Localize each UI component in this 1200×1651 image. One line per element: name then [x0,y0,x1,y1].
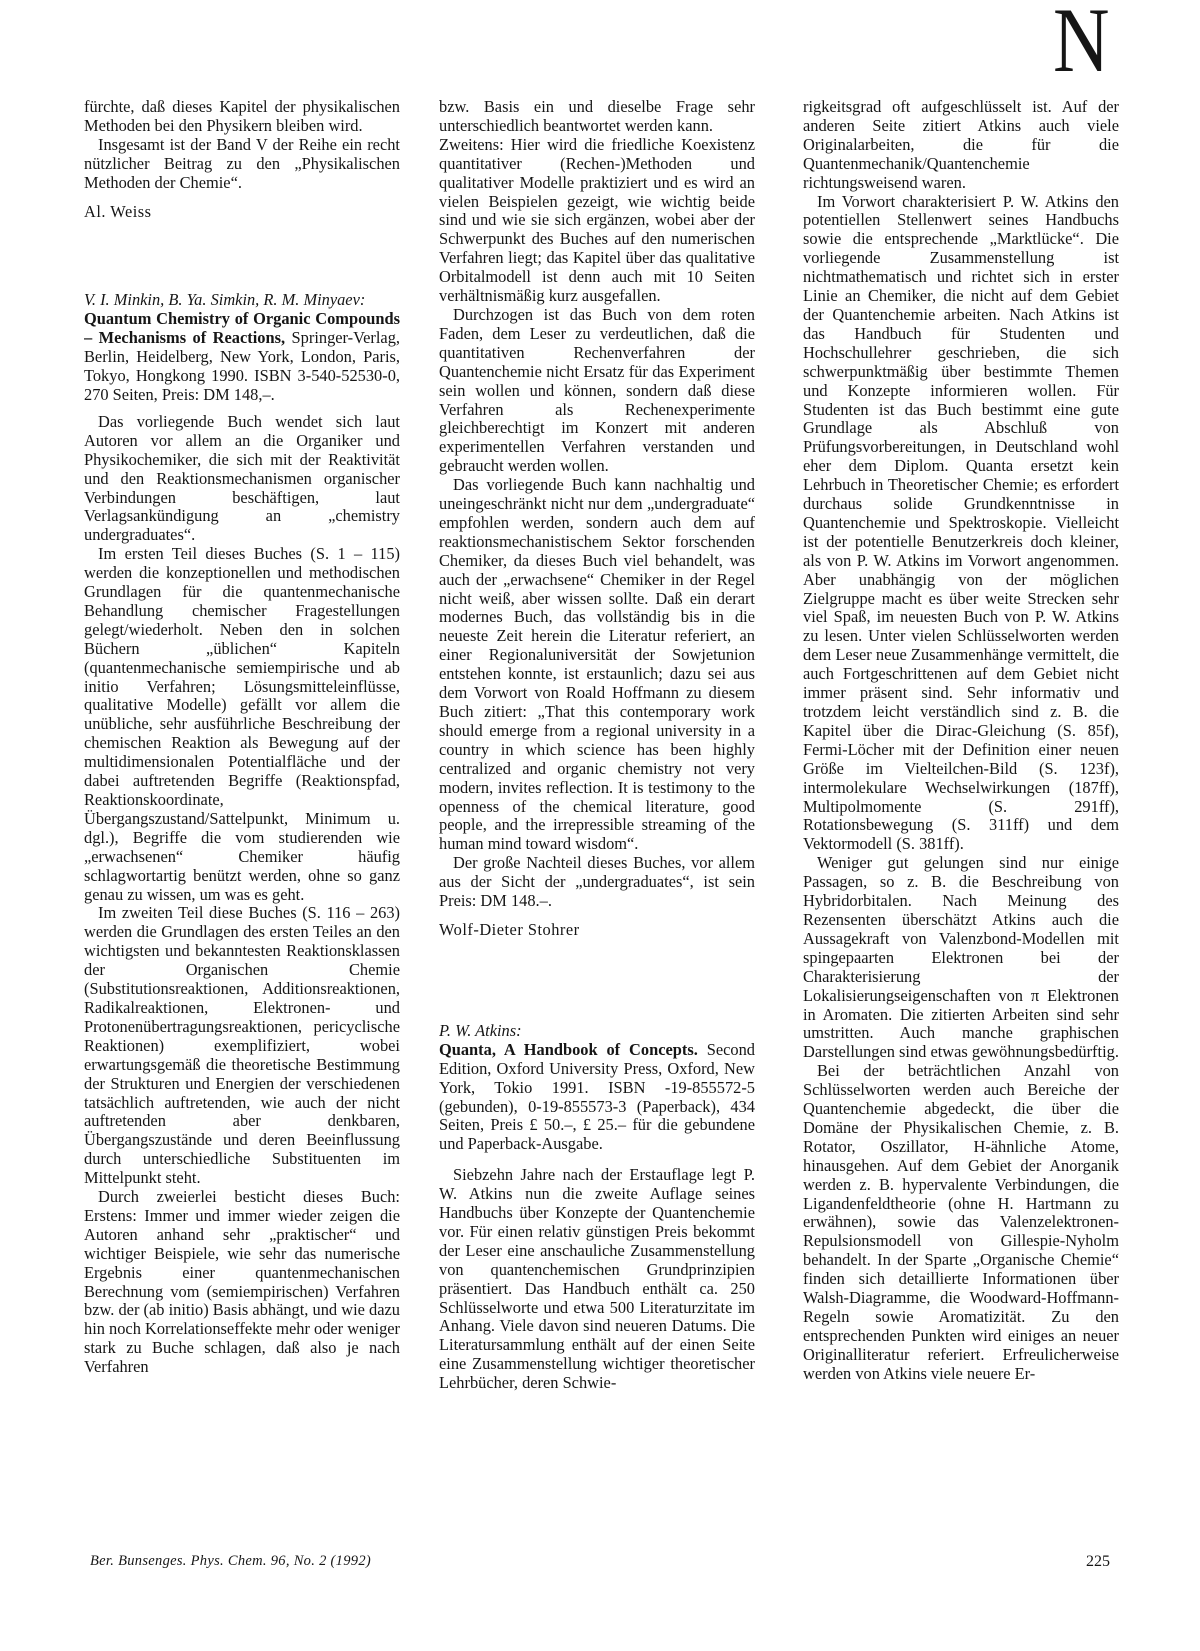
review-header [84,291,400,404]
paragraph: Das vorliegende Buch wendet sich laut Autoren vor allem an die Organiker und Physikochemiker, die sich mit der Reaktivität und den Reaktionsmechanismen organischer Verbindungen beschäftigen, laut Verlagsankündigung an „chemistry undergraduates“. [84,411,400,545]
column-2 [439,98,755,1548]
paragraph: Der große Nachteil dieses Buches, vor allem aus der Sicht der „undergraduates“, ist sein Preis: DM 148.–. [439,853,755,911]
paragraph: Siebzehn Jahre nach der Erstauflage legt P. W. Atkins nun die zweite Auflage seines Handbuchs über Konzepte der Quantenchemie vor. Für einen relativ günstigen Preis bekommt der Leser eine anschauliche Zusammenstellung von quantenchemischen Grundprinzipien präsentiert. Das Handbuch enthält ca. 250 Schlüsselworte und etwa 500 Literaturzitate im Anhang. Viele davon sind neueren Datums. Die Literatursammlung enthält auf der einen Seite eine Zusammenstellung wichtiger theoretischer Lehrbücher, deren Schwie- [439,1165,755,1393]
paragraph: Im zweiten Teil diese Buches (S. 116 – 263) werden die Grundlagen des ersten Teiles an den wichtigsten und bekanntesten Reaktionsklassen der Organischen Chemie (Substitutionsreaktionen, Additionsreaktionen, Radikalreaktionen, Elektronen- und Protonenübertragungsreaktionen, pericyclische Reaktionen) exemplifiziert, wobei erwartungsgemäß die theoretische Bestimmung der Strukturen und Energien der verschiedenen tatsächlich auftretenden, wie auch der nicht auftretenden aber denkbaren, Übergangszustände und deren Beeinflussung durch unterschiedliche Substituenten im Mittelpunkt steht. [84,903,400,1188]
book-citation: Springer-Verlag, Berlin, Heidelberg, New York, London, Paris, Tokyo, Hongkong 1990. ISBN 3-540-52530-0, 270 Seiten, Preis: DM 148,–. [84,328,400,404]
reviewer-signature: Wolf-Dieter Stohrer [439,919,580,939]
page-number: 225 [1086,1553,1110,1570]
book-title: Quantum Chemistry of Organic Compounds – Mechanisms of Reactions, [84,309,400,348]
review-header [439,1022,755,1154]
paragraph: Bei der beträchtlichen Anzahl von Schlüsselworten werden auch Bereiche der Quantenchemie abgedeckt, die über die Domäne der Physikalischen Chemie, z. B. Rotator, Oszillator, H-ähnliche Atome, hinausgehen. Auf dem Gebiet der Anorganik werden z. B. hypervalente Verbindungen, die Ligandenfeldtheorie (ohne H. Hartmann zu erwähnen), sowie das Valenzelektronen-Repulsionsmodell von Gillespie-Nyholm behandelt. In der Sparte „Organische Chemie“ finden sich detaillierte Informationen über Walsh-Diagramme, die Woodward-Hoffmann-Regeln sowie Aromatizität. Zu den entsprechenden Punkten wird einiges an neuer Originalliteratur referiert. Erfreulicherweise werden von Atkins viele neuere Er- [803,1061,1119,1383]
paragraph: rigkeitsgrad oft aufgeschlüsselt ist. Auf der anderen Seite zitiert Atkins auch viele Originalarbeiten, die für die Quantenmechanik/Quantenchemie richtungsweisend waren. [803,98,1119,192]
paragraph: fürchte, daß dieses Kapitel der physikalischen Methoden bei den Physikern bleiben wird. [84,98,400,135]
column-3 [803,98,1119,1548]
paragraph: Zweitens: Hier wird die friedliche Koexistenz quantitativer (Rechen-)Methoden und qualitativer Modelle praktiziert und es wird an vielen Beispielen gezeigt, wie wichtig beide sind und wie sie sich ergänzen, wobei aber der Schwerpunkt des Buches auf den numerischen Verfahren liegt; das Kapitel über das qualitative Orbitalmodell ist denn auch mit 10 Seiten verhältnismäßig kurz ausgefallen. [439,134,755,306]
reviewer-signature: Al. Weiss [84,201,152,221]
paragraph: Insgesamt ist der Band V der Reihe ein recht nützlicher Beitrag zu den „Physikalischen Methoden der Chemie“. [84,134,400,192]
book-citation: Second Edition, Oxford University Press, Oxford, New York, Tokio 1991. ISBN -19-855572-5 (gebunden), 0-19-855573-3 (Paperback), 434 Seiten, Preis £ 50.–, £ 25.– für die gebundene und Paperback-Ausgabe. [439,1039,755,1154]
column-1 [84,98,400,1548]
paragraph: Im Vorwort charakterisiert P. W. Atkins den potentiellen Stellenwert seines Handbuchs sowie die entsprechende „Marktlücke“. Die vorliegende Zusammenstellung ist nichtmathematisch und richtet sich in erster Linie an Chemiker, die nicht auf dem Gebiet der Quantenchemie arbeiten. Nach Atkins ist das Handbuch für Studenten und Hochschullehrer geschrieben, die sich schwerpunktmäßig über bestimmte Themen und Konzepte informieren wollen. Für Studenten ist das Buch bestimmt eine gute Grundlage als Abschluß von Prüfungsvorbereitungen, in Deutschland wohl eher dem Diplom. Quanta ersetzt kein Lehrbuch in Theoretischer Chemie; es erfordert durchaus solide Grundkenntnisse in Quantenchemie und Spektroskopie. Vielleicht ist der potentielle Benutzerkreis doch kleiner, als von P. W. Atkins im Vorwort angenommen. Aber unabhängig von der möglichen Zielgruppe macht es über weite Strecken sehr viel Spaß, im neuesten Buch von P. W. Atkins zu lesen. Unter vielen Schlüsselworten werden dem Leser neue Zusammenhänge vermittelt, die auch Fortgeschrittenen auf dem Gebiet nicht immer präsent sind. Sehr informativ und trotzdem leicht verständlich sind z. B. die Kapitel über die Dirac-Gleichung (S. 85f), Fermi-Löcher mit der Definition einer neuen Größe im Vielteilchen-Bild (S. 123f), intermolekulare Wechselwirkungen (187ff), Multipolmomente (S. 291ff), Rotationsbewegung (S. 311ff) und dem Vektormodell (S. 381ff). [803,191,1119,854]
book-authors: P. W. Atkins: [439,1020,522,1040]
paragraph: Durch zweierlei besticht dieses Buch: Erstens: Immer und immer wieder zeigen die Autoren anhand sehr „praktischer“ und wichtiger Beispiele, wie sehr das numerische Ergebnis einer quantenmechanischen Berechnung vom (semiempirischen) Verfahren bzw. der (ab initio) Basis abhängt, und wie dazu hin noch Korrelationseffekte mehr oder weniger stark zu Buche schlagen, daß also je nach Verfahren [84,1187,400,1377]
paragraph: Durchzogen ist das Buch von dem roten Faden, dem Leser zu verdeutlichen, daß die quantitativen Rechenverfahren der Quantenchemie nicht Ersatz für das Experiment sein wollen und können, sondern daß diese Verfahren als Rechenexperimente gleichberechtigt im Konzert mit anderen experimentellen Verfahren verstanden und gebraucht werden wollen. [439,304,755,476]
paragraph: Das vorliegende Buch kann nachhaltig und uneingeschränkt nicht nur dem „undergraduate“ empfohlen werden, sondern auch dem auf reaktionsmechanistischem Sektor forschenden Chemiker, da dieses Buch viel behandelt, was auch der „erwachsene“ Chemiker in der Regel nicht weiß, aber wissen sollte. Daß ein derart modernes Buch, das vollständig bis in die neueste Zeit herein die Literatur referiert, an einer Regionaluniversität der Sowjetunion entstehen konnte, ist erstaunlich; dazu sei aus dem Vorwort von Roald Hoffmann zu diesem Buch zitiert: „That this contemporary work should emerge from a regional university in a country in which science has been highly centralized and organic chemistry not very modern, invites reflection. It is testimony to the openness of the chemical literature, good people, and the irrepressible streaming of the human mind toward wisdom“. [439,475,755,854]
journal-citation: Ber. Bunsenges. Phys. Chem. 96, No. 2 (1992) [90,1553,372,1569]
paragraph: Weniger gut gelungen sind nur einige Passagen, so z. B. die Beschreibung von Hybridorbitalen. Nach Meinung des Rezensenten überschätzt Atkins auch die Aussagekraft von Valenzbond-Modellen mit spingepaarten Elektronen bei der Charakterisierung der Lokalisierungseigenschaften von π Elektronen in Aromaten. Die zitierten Arbeiten sind sehr umstritten. Auch manche graphischen Darstellungen sind etwas gewöhnungsbedürftig. [803,853,1119,1062]
book-authors: V. I. Minkin, B. Ya. Simkin, R. M. Minyaev: [84,290,366,310]
section-letter: N [1053,0,1110,91]
book-title: Quanta, A Handbook of Concepts. [439,1039,698,1059]
paragraph: Im ersten Teil dieses Buches (S. 1 – 115) werden die konzeptionellen und methodischen Grundlagen für die quantenmechanische Behandlung chemischer Fragestellungen gelegt/wiederholt. Neben den in solchen Büchern „üblichen“ Kapiteln (quantenmechanische semiempirische und ab initio Verfahren; Lösungsmitteleinflüsse, qualitative Modelle) gefällt vor allem die unübliche, sehr ausführliche Beschreibung der chemischen Reaktion als Bewegung auf der multidimensionalen Potentialfläche und der dabei auftretenden Begriffe (Reaktionspfad, Reaktionskoordinate, Übergangszustand/Sattelpunkt, Minimum u. dgl.), Begriffe die vom studierenden wie „erwachsenen“ Chemiker häufig schlagwortartig benützt werden, ohne so ganz genau zu wissen, um was es geht. [84,544,400,904]
paragraph: bzw. Basis ein und dieselbe Frage sehr unterschiedlich beantwortet werden kann. [439,98,755,135]
